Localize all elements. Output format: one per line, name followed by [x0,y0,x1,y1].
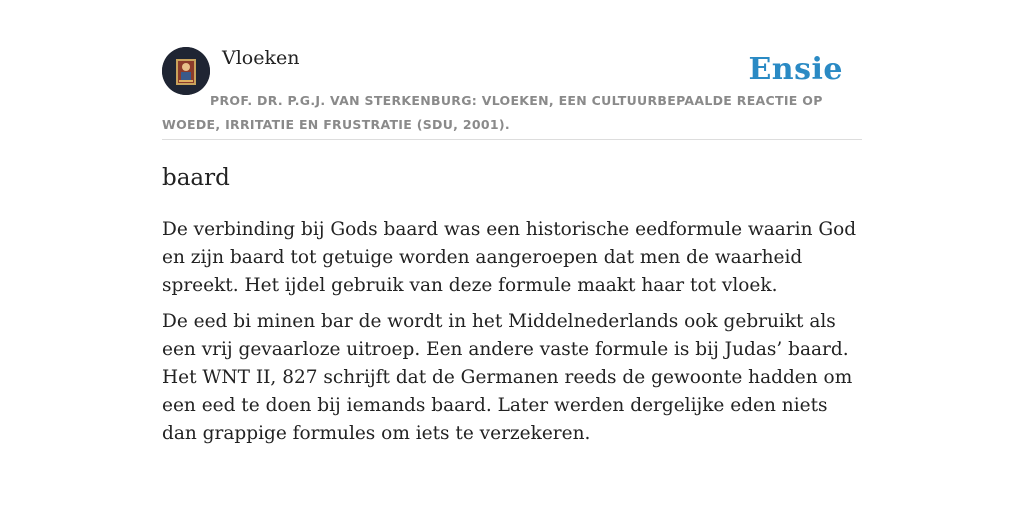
ensie-logo[interactable]: Ensie [748,52,843,87]
entry-paragraph: De verbinding bij Gods baard was een historische eedformule waarin God en zijn baard tot getuige worden aangeroepen dat men de waarheid spreekt. Het ijdel gebruik van deze formule maakt haar tot vloek. [162,219,857,296]
book-title[interactable]: Vloeken [222,47,300,69]
entry-body [162,216,862,456]
book-cover-avatar[interactable] [162,47,210,95]
entry-paragraph: De eed bi minen bar de wordt in het Middelnederlands ook gebruikt als een vrij gevaarloze uitroep. Een andere vaste formule is bij Judas’ baard. Het WNT II, 827 schrijft dat de Germanen reeds de gewoonte hadden om een eed te doen bij iemands baard. Later werden dergelijke eden niets dan grappige formules om iets te verzekeren. [162,311,853,444]
entry-title: baard [162,165,230,191]
book-cover-image [162,47,210,95]
source-citation: PROF. DR. P.G.J. VAN STERKENBURG: VLOEKEN, EEN CULTUURBEPAALDE REACTIE OP WOEDE, IRRITATIE EN FRUSTRATIE (SDU, 2001). [162,93,823,132]
header-divider [162,139,862,140]
